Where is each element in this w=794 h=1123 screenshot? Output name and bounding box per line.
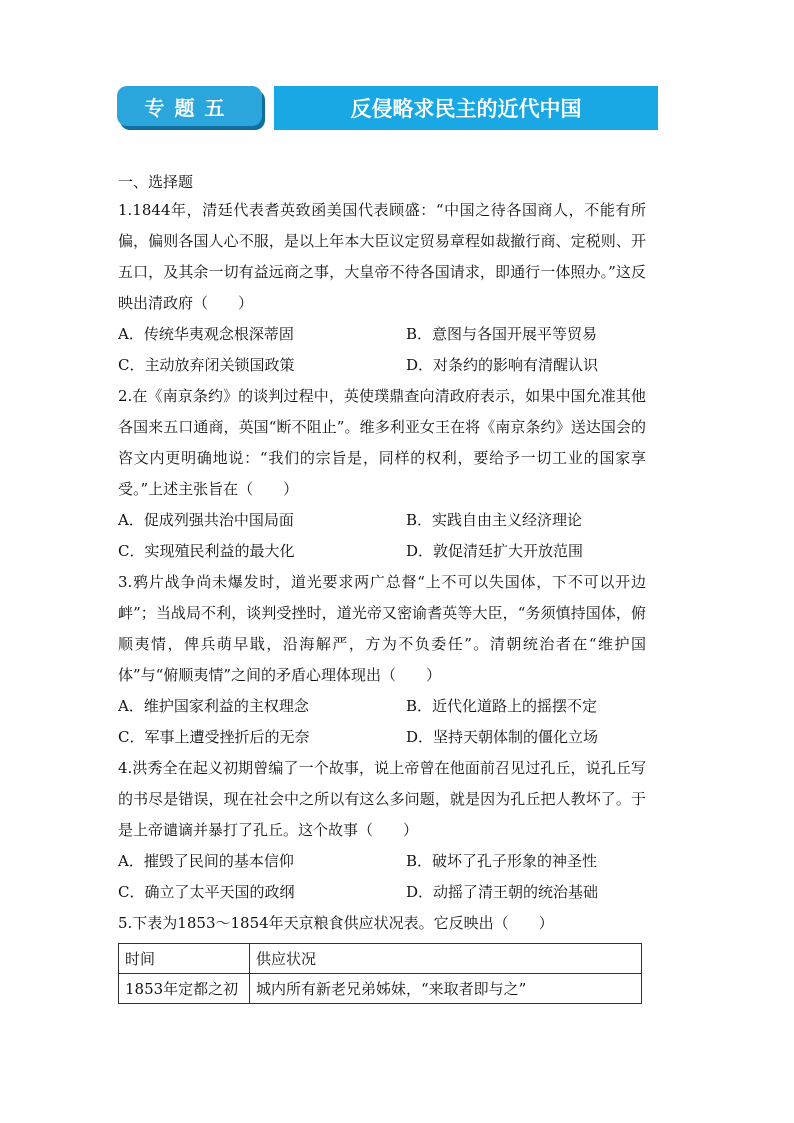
option-d: D．坚持天朝体制的僵化立场: [406, 728, 599, 746]
options: [118, 846, 646, 908]
option-b: B．近代化道路上的摇摆不定: [406, 697, 598, 715]
topic-banner: [117, 86, 658, 130]
options: [118, 319, 646, 381]
option-a: A．促成列强共治中国局面: [118, 511, 294, 529]
option-c: C．军事上遭受挫折后的无奈: [118, 728, 310, 746]
option-b: B．破坏了孔子形象的神圣性: [406, 852, 598, 870]
option-b: B．意图与各国开展平等贸易: [406, 325, 598, 343]
table-cell: 1853年定都之初: [119, 974, 250, 1004]
option-b: B．实践自由主义经济理论: [406, 511, 583, 529]
section-title: 一、选择题: [118, 173, 194, 191]
option-a: A．维护国家利益的主权理念: [118, 697, 309, 715]
option-a: A．摧毁了民间的基本信仰: [118, 852, 294, 870]
option-d: D．动摇了清王朝的统治基础: [406, 883, 599, 901]
question-stem: 3.鸦片战争尚未爆发时，道光要求两广总督“上不可以失国体，下不可以开边衅”；当战局不利，谈判受挫时，道光帝又密谕耆英等大臣，“务须慎持国体，俯顺夷情，俾兵萌早戢，沿海解严，方为不负委任”。清朝统治者在“维护国体”与“俯顺夷情”之间的矛盾心理体现出（ ）: [118, 573, 646, 684]
topic-title: 反侵略求民主的近代中国: [274, 86, 658, 130]
question-stem: 5.下表为1853～1854年天京粮食供应状况表。它反映出（ ）: [118, 914, 554, 932]
question-stem: 1.1844年，清廷代表耆英致函美国代表顾盛：“中国之待各国商人，不能有所偏，偏则各国人心不服，是以上年本大臣议定贸易章程如裁撤行商、定税则、开五口，及其余一切有益远商之事，大皇帝不待各国请求，即通行一体照办。”这反映出清政府（ ）: [118, 201, 646, 312]
question-2: [118, 381, 646, 567]
question-stem: 2.在《南京条约》的谈判过程中，英使璞鼎查向清政府表示，如果中国允准其他各国来五口通商，英国“断不阻止”。维多利亚女王在将《南京条约》送达国会的咨文内更明确地说：“我们的宗旨是，同样的权利，要给予一切工业的国家享受。”上述主张旨在（ ）: [118, 387, 646, 498]
option-d: D．敦促清廷扩大开放范围: [406, 542, 584, 560]
question-4: [118, 753, 646, 908]
table-header-cell: 供应状况: [250, 944, 642, 974]
topic-tag: 专题五: [117, 86, 262, 126]
supply-table: [118, 943, 642, 1004]
table-header-cell: 时间: [119, 944, 250, 974]
table-row: [119, 974, 642, 1004]
option-c: C．实现殖民利益的最大化: [118, 542, 295, 560]
option-a: A．传统华夷观念根深蒂固: [118, 325, 294, 343]
table-header-row: [119, 944, 642, 974]
question-1: [118, 195, 646, 381]
option-c: C．确立了太平天国的政纲: [118, 883, 295, 901]
table-cell: 城内所有新老兄弟姊妹，“来取者即与之”: [250, 974, 642, 1004]
question-stem: 4.洪秀全在起义初期曾编了一个故事，说上帝曾在他面前召见过孔丘，说孔丘写的书尽是错误，现在社会中之所以有这么多问题，就是因为孔丘把人教坏了。于是上帝谴谪并暴打了孔丘。这个故事（ ）: [118, 759, 646, 839]
option-c: C．主动放弃闭关锁国政策: [118, 356, 295, 374]
options: [118, 691, 646, 753]
question-5: [118, 908, 646, 1004]
option-d: D．对条约的影响有清醒认识: [406, 356, 599, 374]
options: [118, 505, 646, 567]
question-3: [118, 567, 646, 753]
question-content: [118, 171, 646, 1004]
